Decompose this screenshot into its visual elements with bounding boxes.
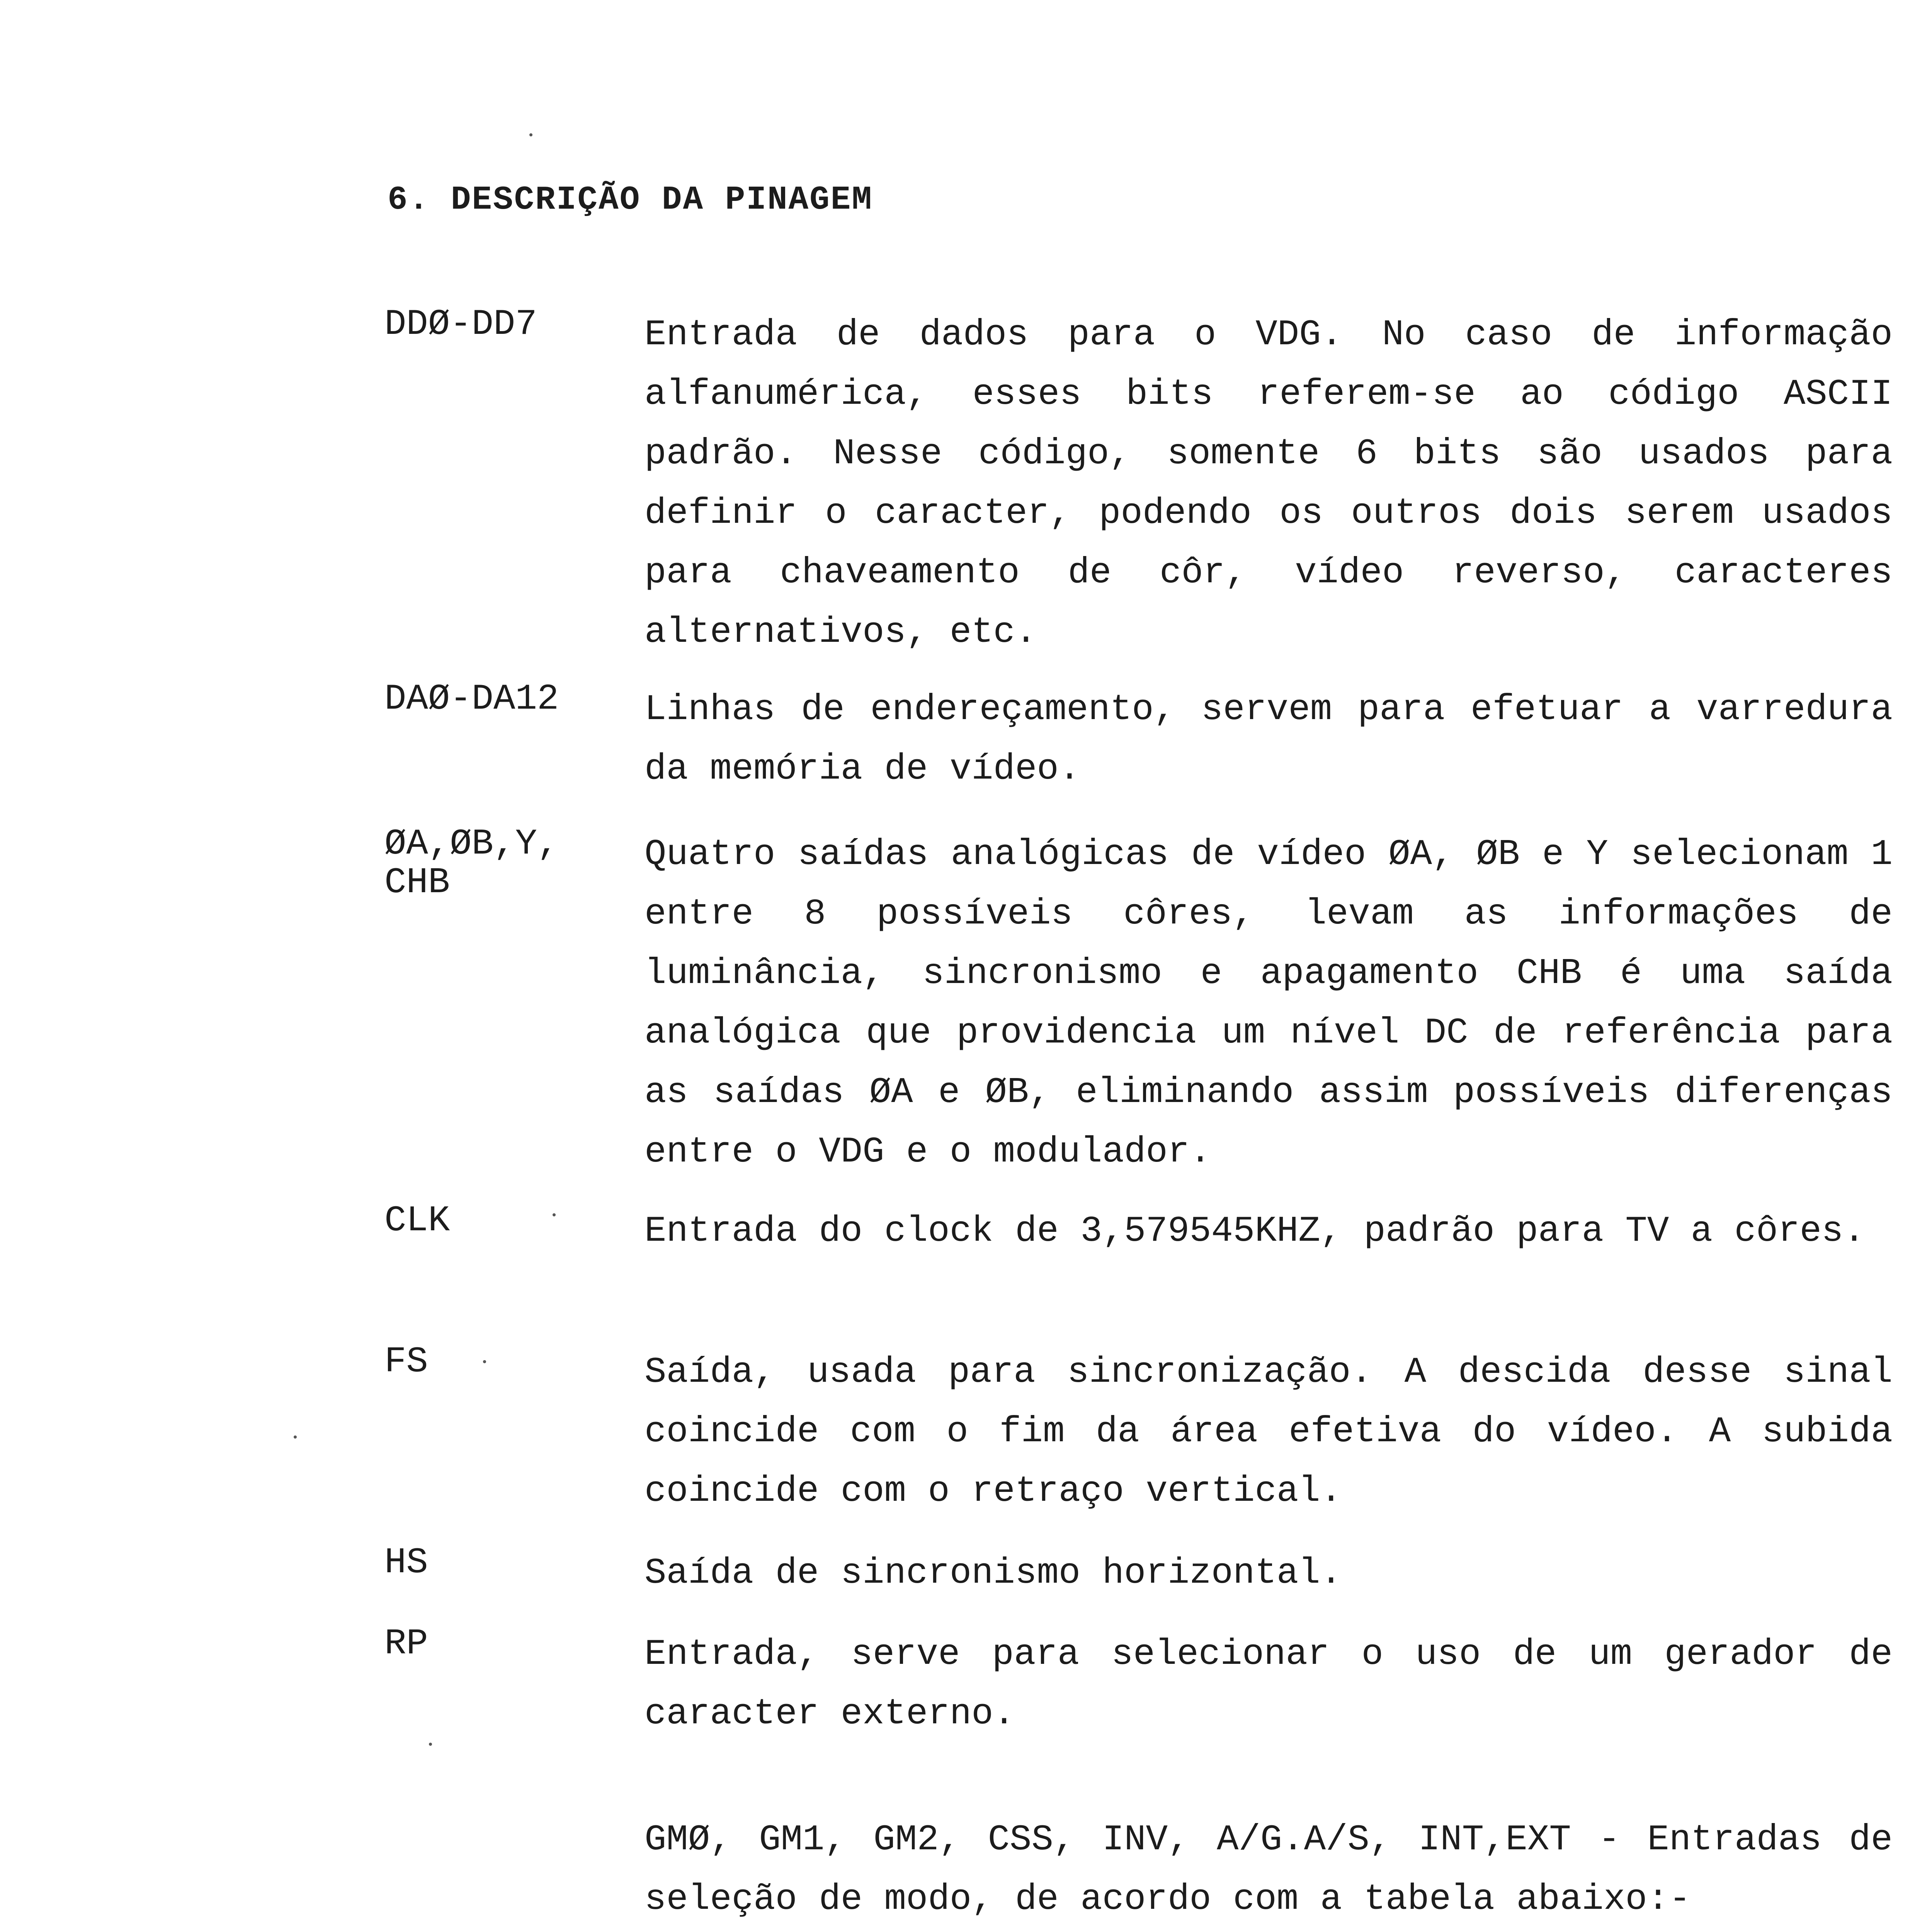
scan-speck (429, 1743, 432, 1746)
pin-description: Entrada de dados para o VDG. No caso de informação alfanumérica, esses bits referem-se ao código ASCII padrão. Nesse código, somente 6 bits são usados para definir o caracter, podendo os outros dois serem usados para chaveamento de côr, vídeo reverso, caracteres alternativos, etc. (645, 315, 1893, 653)
pin-description: Linhas de endereçamento, servem para efetuar a varredura da memória de vídeo. (645, 689, 1893, 790)
pin-name: RP (384, 1624, 428, 1665)
pin-description: Quatro saídas analógicas de vídeo ØA, ØB e Y selecionam 1 entre 8 possíveis côres, levam as informações de luminância, sincronismo e apagamento CHB é uma saída analógica que providencia um nível DC de referência para as saídas ØA e ØB, eliminando assim possíveis diferenças entre o VDG e o modulador. (645, 834, 1893, 1173)
pin-description: Saída de sincronismo horizontal. (645, 1553, 1342, 1594)
scan-speck (294, 1435, 297, 1439)
pin-name: ØA,ØB,Y, CHB (384, 824, 559, 903)
pin-description: Entrada do clock de 3,579545KHZ, padrão para TV a côres. (645, 1211, 1865, 1252)
scan-speck (553, 1213, 556, 1216)
pin-name: DAØ-DA12 (384, 679, 559, 720)
pin-name: HS (384, 1543, 428, 1583)
pin-description: Saída, usada para sincronização. A descida desse sinal coincide com o fim da área efetiva do vídeo. A subida coincide com o retraço vertical. (645, 1352, 1893, 1512)
pin-description: Entrada, serve para selecionar o uso de um gerador de caracter externo. (645, 1634, 1893, 1735)
pin-name: FS (384, 1342, 428, 1383)
scan-speck (529, 133, 532, 136)
scan-speck (483, 1360, 486, 1363)
section-heading: 6. DESCRIÇÃO DA PINAGEM (388, 181, 873, 219)
mode-select-text: GMØ, GM1, GM2, CSS, INV, A/G.A/S, INT,EXT - Entradas de seleção de modo, de acordo com a tabela abaixo:- (645, 1820, 1893, 1920)
pin-name: CLK (384, 1201, 450, 1242)
pin-name: DDØ-DD7 (384, 304, 537, 345)
